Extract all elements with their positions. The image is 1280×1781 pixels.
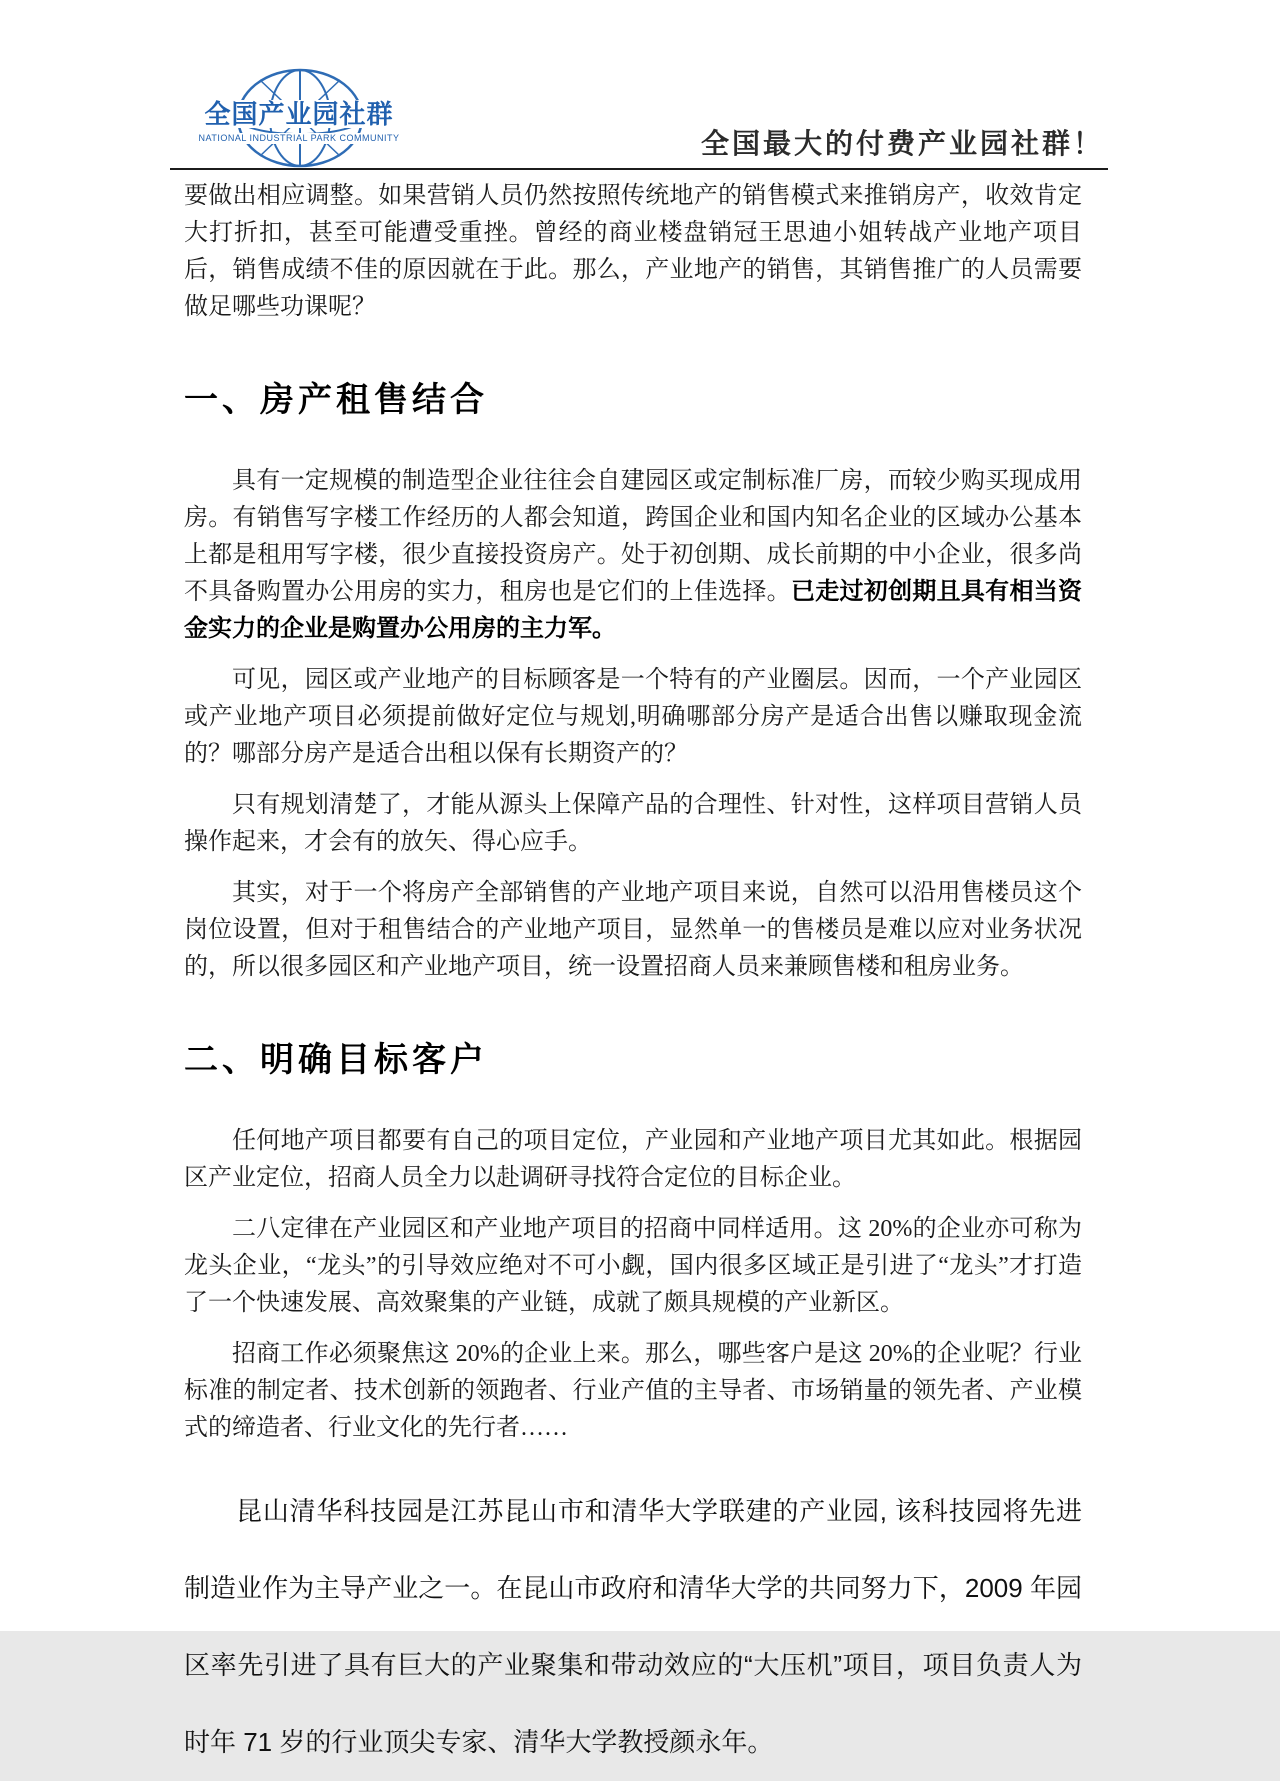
logo-subtitle: NATIONAL INDUSTRIAL PARK COMMUNITY bbox=[198, 133, 400, 143]
logo-title: 全国产业园社群 bbox=[204, 99, 394, 129]
logo bbox=[184, 78, 414, 164]
section2-paragraph-2: 二八定律在产业园区和产业地产项目的招商中同样适用。这 20%的企业亦可称为龙头企业，“龙头”的引导效应绝对不可小觑，国内很多区域正是引进了“龙头”才打造了一个快速发展、高效聚集的产业链，成就了颇具规模的产业新区。 bbox=[184, 1216, 1082, 1316]
logo-text bbox=[184, 100, 414, 146]
section1-paragraph-3: 只有规划清楚了，才能从源头上保障产品的合理性、针对性，这样项目营销人员操作起来，才会有的放矢、得心应手。 bbox=[184, 792, 1082, 855]
section1-paragraph-4: 其实，对于一个将房产全部销售的产业地产项目来说，自然可以沿用售楼员这个岗位设置，但对于租售结合的产业地产项目，显然单一的售楼员是难以应对业务状况的，所以很多园区和产业地产项目，统一设置招商人员来兼顾售楼和租房业务。 bbox=[184, 880, 1082, 980]
document-body bbox=[0, 170, 1280, 1781]
paragraph-intro: 要做出相应调整。如果营销人员仍然按照传统地产的销售模式来推销房产，收效肯定大打折扣，甚至可能遭受重挫。曾经的商业楼盘销冠王思迪小姐转战产业地产项目后，销售成绩不佳的原因就在于此。那么，产业地产的销售，其销售推广的人员需要做足哪些功课呢？ bbox=[184, 183, 1082, 320]
section1-paragraph-1 bbox=[184, 463, 1082, 648]
section2-paragraph-3: 招商工作必须聚焦这 20%的企业上来。那么，哪些客户是这 20%的企业呢？行业标准的制定者、技术创新的领跑者、行业产值的主导者、市场销量的领先者、产业模式的缔造者、行业文化的先行者…… bbox=[184, 1341, 1082, 1441]
header-slogan: 全国最大的付费产业园社群！ bbox=[700, 129, 1104, 160]
section1-paragraph-1-bold: 已走过初创期且具有相当资金实力的企业是购置办公用房的主力军。 bbox=[184, 579, 1083, 642]
case-study-paragraph: 昆山清华科技园是江苏昆山市和清华大学联建的产业园, 该科技园将先进制造业作为主导产业之一。在昆山市政府和清华大学的共同努力下，2009 年园区率先引进了具有巨大的产业聚集和带动效应的“大压机”项目，项目负责人为时年 71 岁的行业顶尖专家、清华大学教授颜永年。 bbox=[184, 1496, 1082, 1757]
section1-heading: 一、房产租售结合 bbox=[184, 381, 488, 419]
section2-paragraph-1: 任何地产项目都要有自己的项目定位，产业园和产业地产项目尤其如此。根据园区产业定位，招商人员全力以赴调研寻找符合定位的目标企业。 bbox=[184, 1128, 1082, 1191]
section1-paragraph-2: 可见，园区或产业地产的目标顾客是一个特有的产业圈层。因而，一个产业园区或产业地产项目必须提前做好定位与规划,明确哪部分房产是适合出售以赚取现金流的？哪部分房产是适合出租以保有长期资产的？ bbox=[184, 667, 1082, 767]
section1-paragraph-1-normal: 具有一定规模的制造型企业往往会自建园区或定制标准厂房，而较少购买现成用房。有销售写字楼工作经历的人都会知道，跨国企业和国内知名企业的区域办公基本上都是租用写字楼，很少直接投资房产。处于初创期、成长前期的中小企业，很多尚不具备购置办公用房的实力，租房也是它们的上佳选择。 bbox=[184, 468, 1082, 605]
section2-heading: 二、明确目标客户 bbox=[184, 1041, 488, 1079]
page-header bbox=[0, 0, 1280, 168]
